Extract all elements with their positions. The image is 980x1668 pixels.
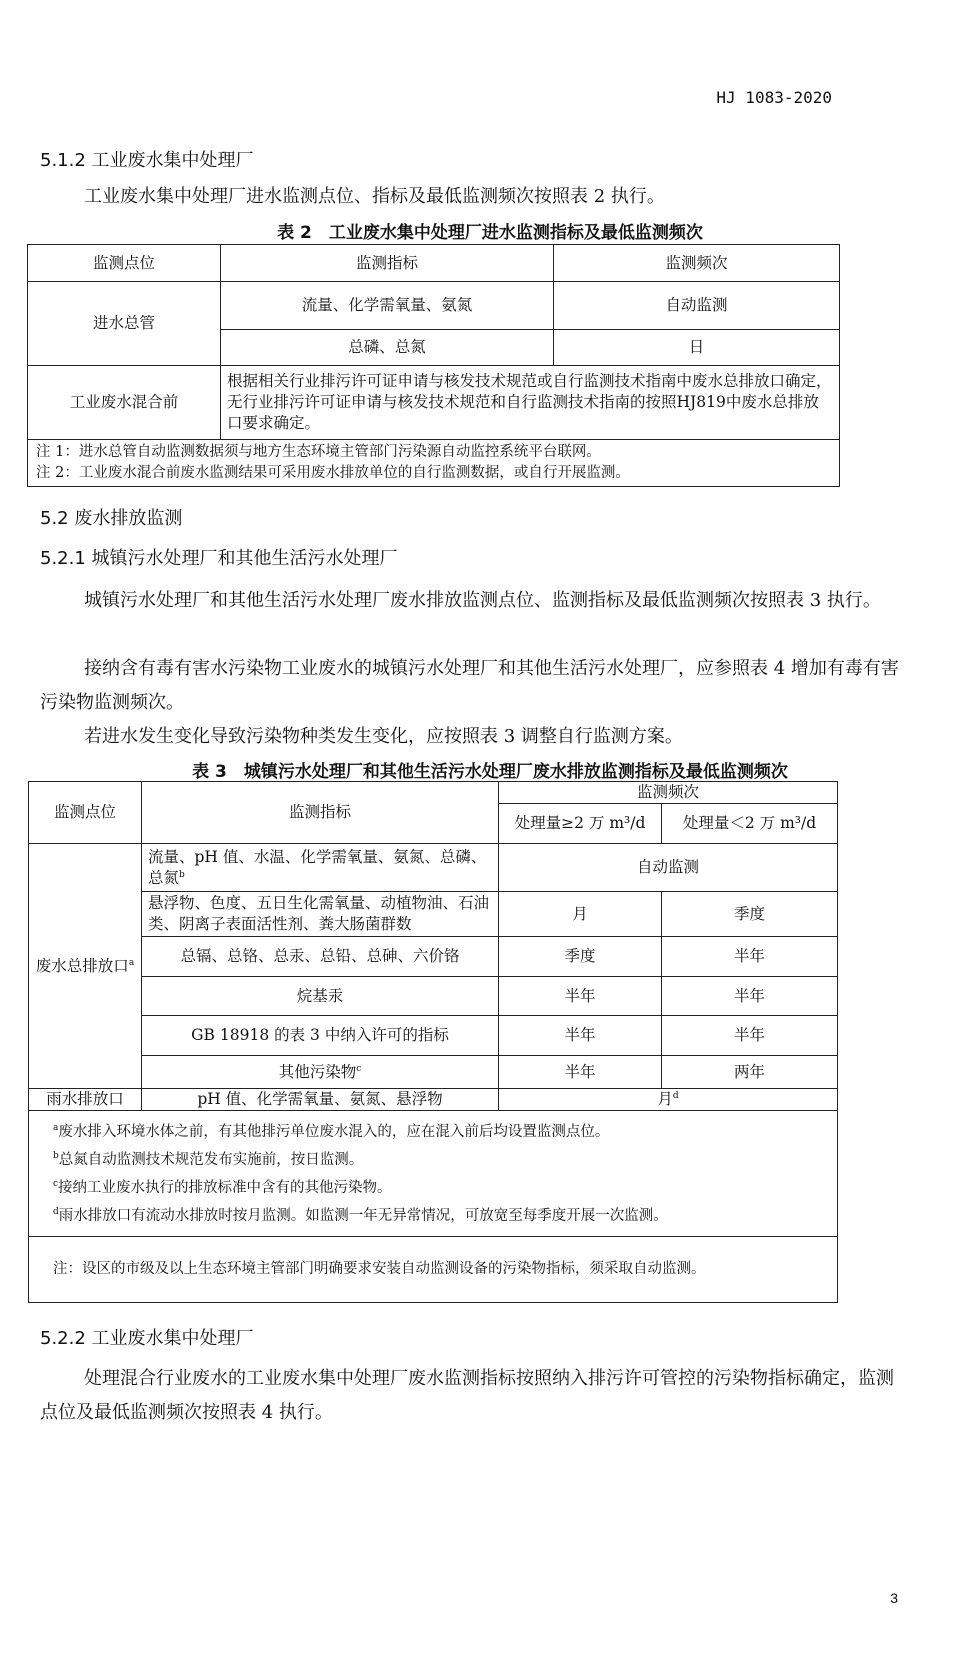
footnote-mark: b: [53, 1150, 59, 1161]
table-cell: 自动监测: [554, 282, 840, 330]
footnote-text: 接纳工业废水执行的排放标准中含有的其他污染物。: [58, 1179, 392, 1196]
footnote: [53, 1202, 813, 1230]
table-cell: 半年: [499, 977, 662, 1016]
table-cell: 日: [554, 330, 840, 366]
table-cell: 两年: [662, 1056, 838, 1089]
table-3-caption: 表 3 城镇污水处理厂和其他生活污水处理厂废水排放监测指标及最低监测频次: [192, 762, 788, 782]
indicator-text: 其他污染物: [278, 1062, 357, 1081]
table-3: [28, 781, 838, 1303]
table-note: 注 1：进水总管自动监测数据须与地方生态环境主管部门污染源自动监控系统平台联网。: [36, 444, 601, 460]
table-cell: 半年: [662, 937, 838, 977]
table-cell: 总镉、总铬、总汞、总铅、总砷、六价铬: [142, 937, 499, 977]
table-header-cell: 监测点位: [28, 245, 221, 282]
table-cell: 季度: [662, 892, 838, 937]
footnote-mark: d: [672, 1090, 679, 1101]
footnote: [53, 1174, 813, 1202]
indicator-text: 流量、pH 值、水温、化学需氧量、氨氮、总磷、总氮: [148, 847, 487, 887]
table-cell: [499, 1089, 838, 1111]
table-cell: 半年: [662, 977, 838, 1016]
table-note: 注 2：工业废水混合前废水监测结果可采用废水排放单位的自行监测数据，或自行开展监测。: [36, 465, 630, 481]
table-cell: 烷基汞: [142, 977, 499, 1016]
footnote-mark: d: [53, 1206, 59, 1217]
footnote-text: 废水排入环境水体之前，有其他排污单位废水混入的，应在混入前后均设置监测点位。: [58, 1123, 610, 1140]
paragraph: 工业废水集中处理厂进水监测点位、指标及最低监测频次按照表 2 执行。: [84, 186, 665, 207]
table-cell: 月: [499, 892, 662, 937]
footnote-text: 雨水排放口有流动水排放时按月监测。如监测一年无异常情况，可放宽至每季度开展一次监测。: [58, 1207, 668, 1224]
footnote: [53, 1118, 813, 1146]
paragraph: 城镇污水处理厂和其他生活污水处理厂废水排放监测点位、监测指标及最低监测频次按照表 3 执行。: [84, 590, 881, 611]
table-cell: 季度: [499, 937, 662, 977]
table-cell: 进水总管: [28, 282, 221, 366]
table-cell: 半年: [499, 1016, 662, 1056]
document-header: HJ 1083-2020: [716, 88, 832, 107]
section-heading-5-2-2: 5.2.2 工业废水集中处理厂: [40, 1328, 254, 1349]
footnote-mark: a: [128, 957, 135, 968]
table-cell: GB 18918 的表 3 中纳入许可的指标: [142, 1016, 499, 1056]
table-header-cell: 监测指标: [221, 245, 554, 282]
paragraph: 处理混合行业废水的工业废水集中处理厂废水监测指标按照纳入排污许可管控的污染物指标确定，监测点位及最低监测频次按照表 4 执行。: [40, 1368, 894, 1423]
table-footnotes: [29, 1111, 838, 1237]
footnote-mark: c: [53, 1178, 59, 1189]
table-header-cell: 处理量≥2 万 m³/d: [499, 804, 662, 844]
outlet-label: 废水总排放口: [35, 956, 129, 975]
table-cell: 雨水排放口: [29, 1089, 142, 1111]
table-notes: [28, 440, 840, 487]
table-cell: [29, 844, 142, 1089]
table-2-caption: 表 2 工业废水集中处理厂进水监测指标及最低监测频次: [277, 223, 703, 243]
table-cell: [142, 844, 499, 892]
table-header-cell: 监测点位: [29, 782, 142, 844]
footnote-text: 总氮自动监测技术规范发布实施前，按日监测。: [58, 1151, 364, 1168]
footnote-mark: a: [53, 1122, 59, 1133]
table-cell: 半年: [662, 1016, 838, 1056]
table-cell: 悬浮物、色度、五日生化需氧量、动植物油、石油类、阴离子表面活性剂、粪大肠菌群数: [142, 892, 499, 937]
table-header-cell: 监测频次: [554, 245, 840, 282]
table-header-cell: 监测指标: [142, 782, 499, 844]
page-number: 3: [890, 1590, 898, 1606]
table-cell: 根据相关行业排污许可证申请与核发技术规范或自行监测技术指南中废水总排放口确定，无行业排污许可证申请与核发技术规范和自行监测技术指南的按照HJ819中废水总排放口要求确定。: [221, 366, 840, 440]
footnote: [53, 1146, 813, 1174]
table-header-cell: 处理量＜2 万 m³/d: [662, 804, 838, 844]
table-2: [27, 244, 840, 487]
table-cell: 半年: [499, 1056, 662, 1089]
section-heading-5-1-2: 5.1.2 工业废水集中处理厂: [40, 150, 254, 171]
table-cell: 工业废水混合前: [28, 366, 221, 440]
section-heading-5-2-1: 5.2.1 城镇污水处理厂和其他生活污水处理厂: [40, 548, 398, 569]
table-note: 注：设区的市级及以上生态环境主管部门明确要求安装自动监测设备的污染物指标，须采取自动监测。: [29, 1237, 838, 1303]
footnote-mark: c: [356, 1063, 362, 1074]
table-header-cell: 监测频次: [499, 782, 838, 804]
freq-text: 月: [657, 1090, 673, 1108]
table-cell: 流量、化学需氧量、氨氮: [221, 282, 554, 330]
paragraph: 若进水发生变化导致污染物种类发生变化，应按照表 3 调整自行监测方案。: [84, 726, 683, 747]
footnote-mark: b: [179, 869, 185, 880]
table-cell: 自动监测: [499, 844, 838, 892]
section-heading-5-2: 5.2 废水排放监测: [40, 508, 183, 529]
paragraph: 接纳含有毒有害水污染物工业废水的城镇污水处理厂和其他生活污水处理厂，应参照表 4 增加有毒有害污染物监测频次。: [40, 658, 899, 713]
table-cell: 总磷、总氮: [221, 330, 554, 366]
table-cell: pH 值、化学需氧量、氨氮、悬浮物: [142, 1089, 499, 1111]
table-cell: [142, 1056, 499, 1089]
